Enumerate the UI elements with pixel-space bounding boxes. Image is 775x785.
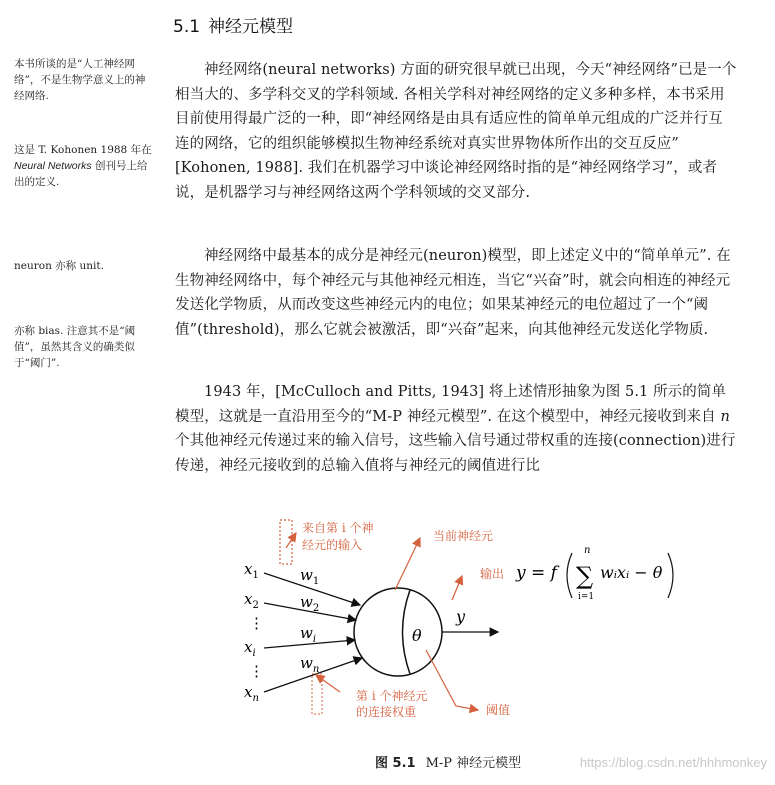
xn-label: $x_n$ — [244, 683, 259, 704]
figure-caption — [375, 752, 521, 771]
paragraph-2: 神经网络中最基本的成分是神经元(neuron)模型，即上述定义中的“简单单元”. 在生物神经网络中，每个神经元与其他神经元相连，当它“兴奋”时，就会向相连的神经元发送化学物质，从而改变这些神经元内的电位；如果某神经元的电位超过了一个“阈值”(threshold)，那么它就会被激活，即“兴奋”起来，向其他神经元发送化学物质. — [175, 248, 731, 338]
annot-weight-box — [312, 674, 322, 714]
sidenote-4: 亦称 bias. 注意其不是“阈值”，虽然其含义的确类似于“阈门”. — [14, 325, 136, 369]
sum-top: n — [584, 545, 591, 556]
y-label: y — [456, 607, 466, 626]
neuron-circle — [354, 588, 442, 676]
xi-label: $x_i$ — [244, 638, 256, 659]
paragraph-3-n: n — [720, 408, 730, 425]
w2-label: $w_2$ — [300, 593, 320, 614]
sidenote-2-journal: Neural Networks — [14, 160, 92, 172]
vdots-1: ⋮ — [249, 614, 264, 632]
formula-paren-right — [668, 553, 673, 598]
annot-current-arrow — [395, 538, 420, 590]
wi-label: $w_i$ — [300, 624, 317, 645]
neuron-divider — [403, 590, 411, 674]
annot-current: 当前神经元 — [433, 529, 494, 543]
caption-label: 图 5.1 — [375, 756, 416, 771]
formula-body: wᵢxᵢ − θ — [600, 563, 663, 582]
sidenote-2-pre: 这是 T. Kohonen 1988 年在 — [14, 144, 152, 156]
sidenote-3: neuron 亦称 unit. — [14, 260, 104, 272]
formula-paren-left — [567, 553, 572, 598]
annot-output-arrow — [452, 576, 462, 600]
annot-threshold-arrow — [426, 650, 478, 710]
w1-label: $w_1$ — [300, 566, 320, 587]
sidenote-2-post: 创刊号上给出的定义. — [14, 160, 148, 188]
annot-input-1: 来自第 i 个神 — [302, 521, 374, 535]
vdots-2: ⋮ — [249, 662, 264, 680]
section-heading: 神经元模型 — [208, 17, 294, 37]
sidenote-1: 本书所谈的是“人工神经网络”，不是生物学意义上的神经网络. — [14, 58, 146, 102]
annot-weight-1: 第 i 个神经元 — [356, 689, 428, 703]
caption-text: M-P 神经元模型 — [425, 756, 522, 771]
theta-label: θ — [412, 626, 422, 645]
annot-threshold: 阈值 — [486, 703, 511, 717]
x1-label: $x_1$ — [244, 560, 259, 581]
annot-input-2: 经元的输入 — [302, 538, 363, 552]
formula-lhs: y = f — [516, 563, 557, 583]
x2-label: $x_2$ — [244, 590, 259, 611]
watermark: https://blog.csdn.net/hhhmonkey — [579, 755, 767, 770]
annot-weight-arrow — [316, 675, 340, 692]
sum-bottom: i=1 — [578, 592, 595, 602]
annot-input-arrow — [286, 533, 296, 548]
paragraph-1: 神经网络(neural networks) 方面的研究很早就已出现，今天“神经网络”已是一个相当大的、多学科交叉的学科领域. 各相关学科对神经网络的定义多种多样，本书采用目前使用得最广泛的一种，即“神经网络是由具有适应性的简单单元组成的广泛并行互连的网络，它的组织能够模拟生物神经系统对真实世界物体所作出的交互反应” [Kohonen, 1988]. 我们在机器学习中谈论神经网络时指的是“神经网络学习”，或者说，是机器学习与神经网络这两个学科领域的交叉部分. — [175, 62, 737, 201]
section-number: 5.1 — [173, 17, 201, 37]
sum-sign: ∑ — [576, 562, 594, 590]
annot-output: 输出 — [480, 567, 505, 581]
paragraph-3-a: 1943 年，[McCulloch and Pitts, 1943] 将上述情形抽象为图 5.1 所示的简单模型，这就是一直沿用至今的“M-P 神经元模型”. 在这个模型中，神经元接收到来自 — [175, 384, 727, 425]
wn-label: $w_n$ — [300, 654, 320, 675]
paragraph-3-b: 个其他神经元传递过来的输入信号，这些输入信号通过带权重的连接(connection)进行传递，神经元接收到的总输入值将与神经元的阈值进行比 — [175, 433, 736, 474]
annot-weight-2: 的连接权重 — [356, 705, 417, 719]
